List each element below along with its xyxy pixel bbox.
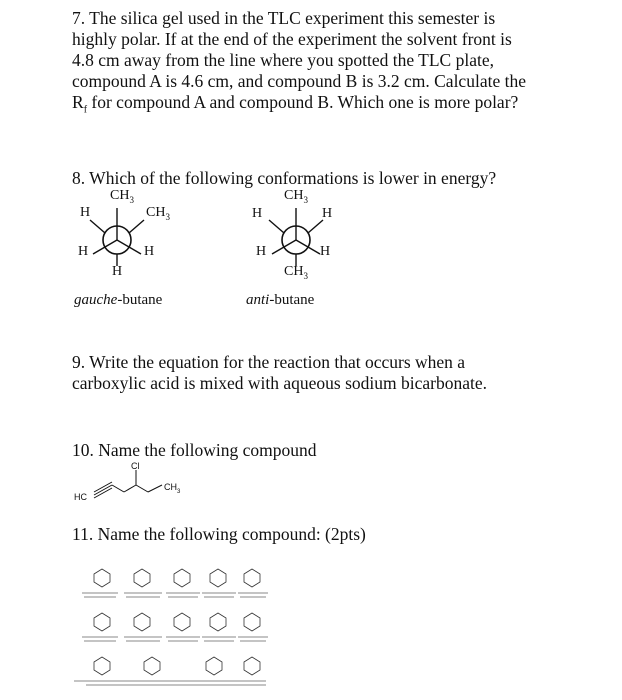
anti-back-bond-ur	[308, 220, 323, 233]
anti-bottom-label	[284, 264, 308, 281]
anti-ur-label: H	[322, 206, 333, 221]
gauche-back-bond-ul	[90, 220, 105, 233]
gauche-back-bond-ur	[129, 220, 144, 233]
anti-front-bond-lr	[296, 240, 320, 254]
anti-front-bond-ll	[272, 240, 296, 254]
q11-ring-13	[206, 657, 222, 675]
q10-bond-4	[148, 485, 162, 492]
q11-ring-12	[144, 657, 160, 675]
gauche-lr-label: H	[144, 244, 155, 259]
q10-skeletal-svg	[86, 464, 206, 504]
question-10	[72, 440, 316, 461]
q11-ring-8	[174, 613, 190, 631]
anti-caption-italic: anti	[246, 292, 270, 308]
q10-bond-2	[124, 485, 136, 492]
question-11	[72, 524, 366, 545]
q10-ch3-text: CH	[164, 482, 177, 492]
anti-back-bond-ul	[269, 220, 284, 233]
anti-bottom-sub: 3	[303, 270, 308, 281]
q11-ring-5	[244, 569, 260, 587]
q11-structures-grid	[70, 560, 270, 690]
anti-bottom-ch: CH	[284, 264, 304, 279]
anti-top-ch: CH	[284, 188, 304, 203]
q7-line-4: compound A is 4.6 cm, and compound B is 3.2 cm. Calculate the	[72, 71, 526, 91]
q7-line-1: 7. The silica gel used in the TLC experiment this semester is	[72, 8, 496, 28]
rf-f: f	[83, 104, 88, 116]
q7-line-3: 4.8 cm away from the line where you spotted the TLC plate,	[72, 50, 494, 70]
q11-ring-14	[244, 657, 260, 675]
q7-line-5-rest: for compound A and compound B. Which one is more polar?	[91, 92, 519, 112]
q10-bond-1	[112, 485, 124, 492]
q11-ring-4	[210, 569, 226, 587]
q11-ring-6	[94, 613, 110, 631]
q11-text: 11. Name the following compound: (2pts)	[72, 524, 366, 544]
gauche-caption	[74, 292, 162, 309]
gauche-caption-rest: -butane	[117, 292, 163, 308]
gauche-bottom-label: H	[112, 264, 123, 279]
gauche-front-bond-lr	[117, 240, 141, 254]
anti-ul-label: H	[252, 206, 263, 221]
q10-bond-3	[136, 485, 148, 492]
gauche-ur-ch: CH	[146, 205, 166, 220]
q10-ch3-label	[164, 482, 180, 495]
question-7	[72, 8, 592, 121]
gauche-top-ch: CH	[110, 188, 130, 203]
q7-line-5	[72, 92, 592, 121]
question-8	[72, 168, 496, 189]
anti-lr-label: H	[320, 244, 331, 259]
q10-ch3-sub: 3	[177, 488, 181, 495]
gauche-front-bond-ll	[93, 240, 117, 254]
q10-text: 10. Name the following compound	[72, 440, 317, 460]
gauche-ul-label: H	[80, 205, 91, 220]
q11-ring-2	[134, 569, 150, 587]
q11-ring-7	[134, 613, 150, 631]
anti-top-label	[284, 188, 308, 205]
question-9	[72, 352, 487, 394]
q11-ring-10	[244, 613, 260, 631]
q7-line-2: highly polar. If at the end of the experiment the solvent front is	[72, 29, 512, 49]
q11-ring-9	[210, 613, 226, 631]
gauche-ur-label	[146, 205, 170, 222]
gauche-top-label	[110, 188, 134, 205]
q8-text: 8. Which of the following conformations is lower in energy?	[72, 168, 497, 188]
q9-line-1: 9. Write the equation for the reaction that occurs when a	[72, 352, 466, 372]
q11-ring-1	[94, 569, 110, 587]
rf-r: R	[72, 92, 84, 112]
q11-ring-11	[94, 657, 110, 675]
gauche-ll-label: H	[78, 244, 89, 259]
anti-caption	[246, 292, 314, 309]
q11-ring-3	[174, 569, 190, 587]
gauche-caption-italic: gauche	[74, 292, 118, 308]
anti-top-sub: 3	[303, 194, 308, 205]
anti-ll-label: H	[256, 244, 267, 259]
anti-caption-rest: -butane	[269, 292, 315, 308]
gauche-ur-sub: 3	[165, 211, 170, 222]
q10-hc-label: HC	[74, 492, 87, 502]
gauche-top-sub: 3	[129, 194, 134, 205]
q10-cl-label: Cl	[131, 461, 140, 471]
q9-line-2: carboxylic acid is mixed with aqueous sodium bicarbonate.	[72, 373, 488, 393]
